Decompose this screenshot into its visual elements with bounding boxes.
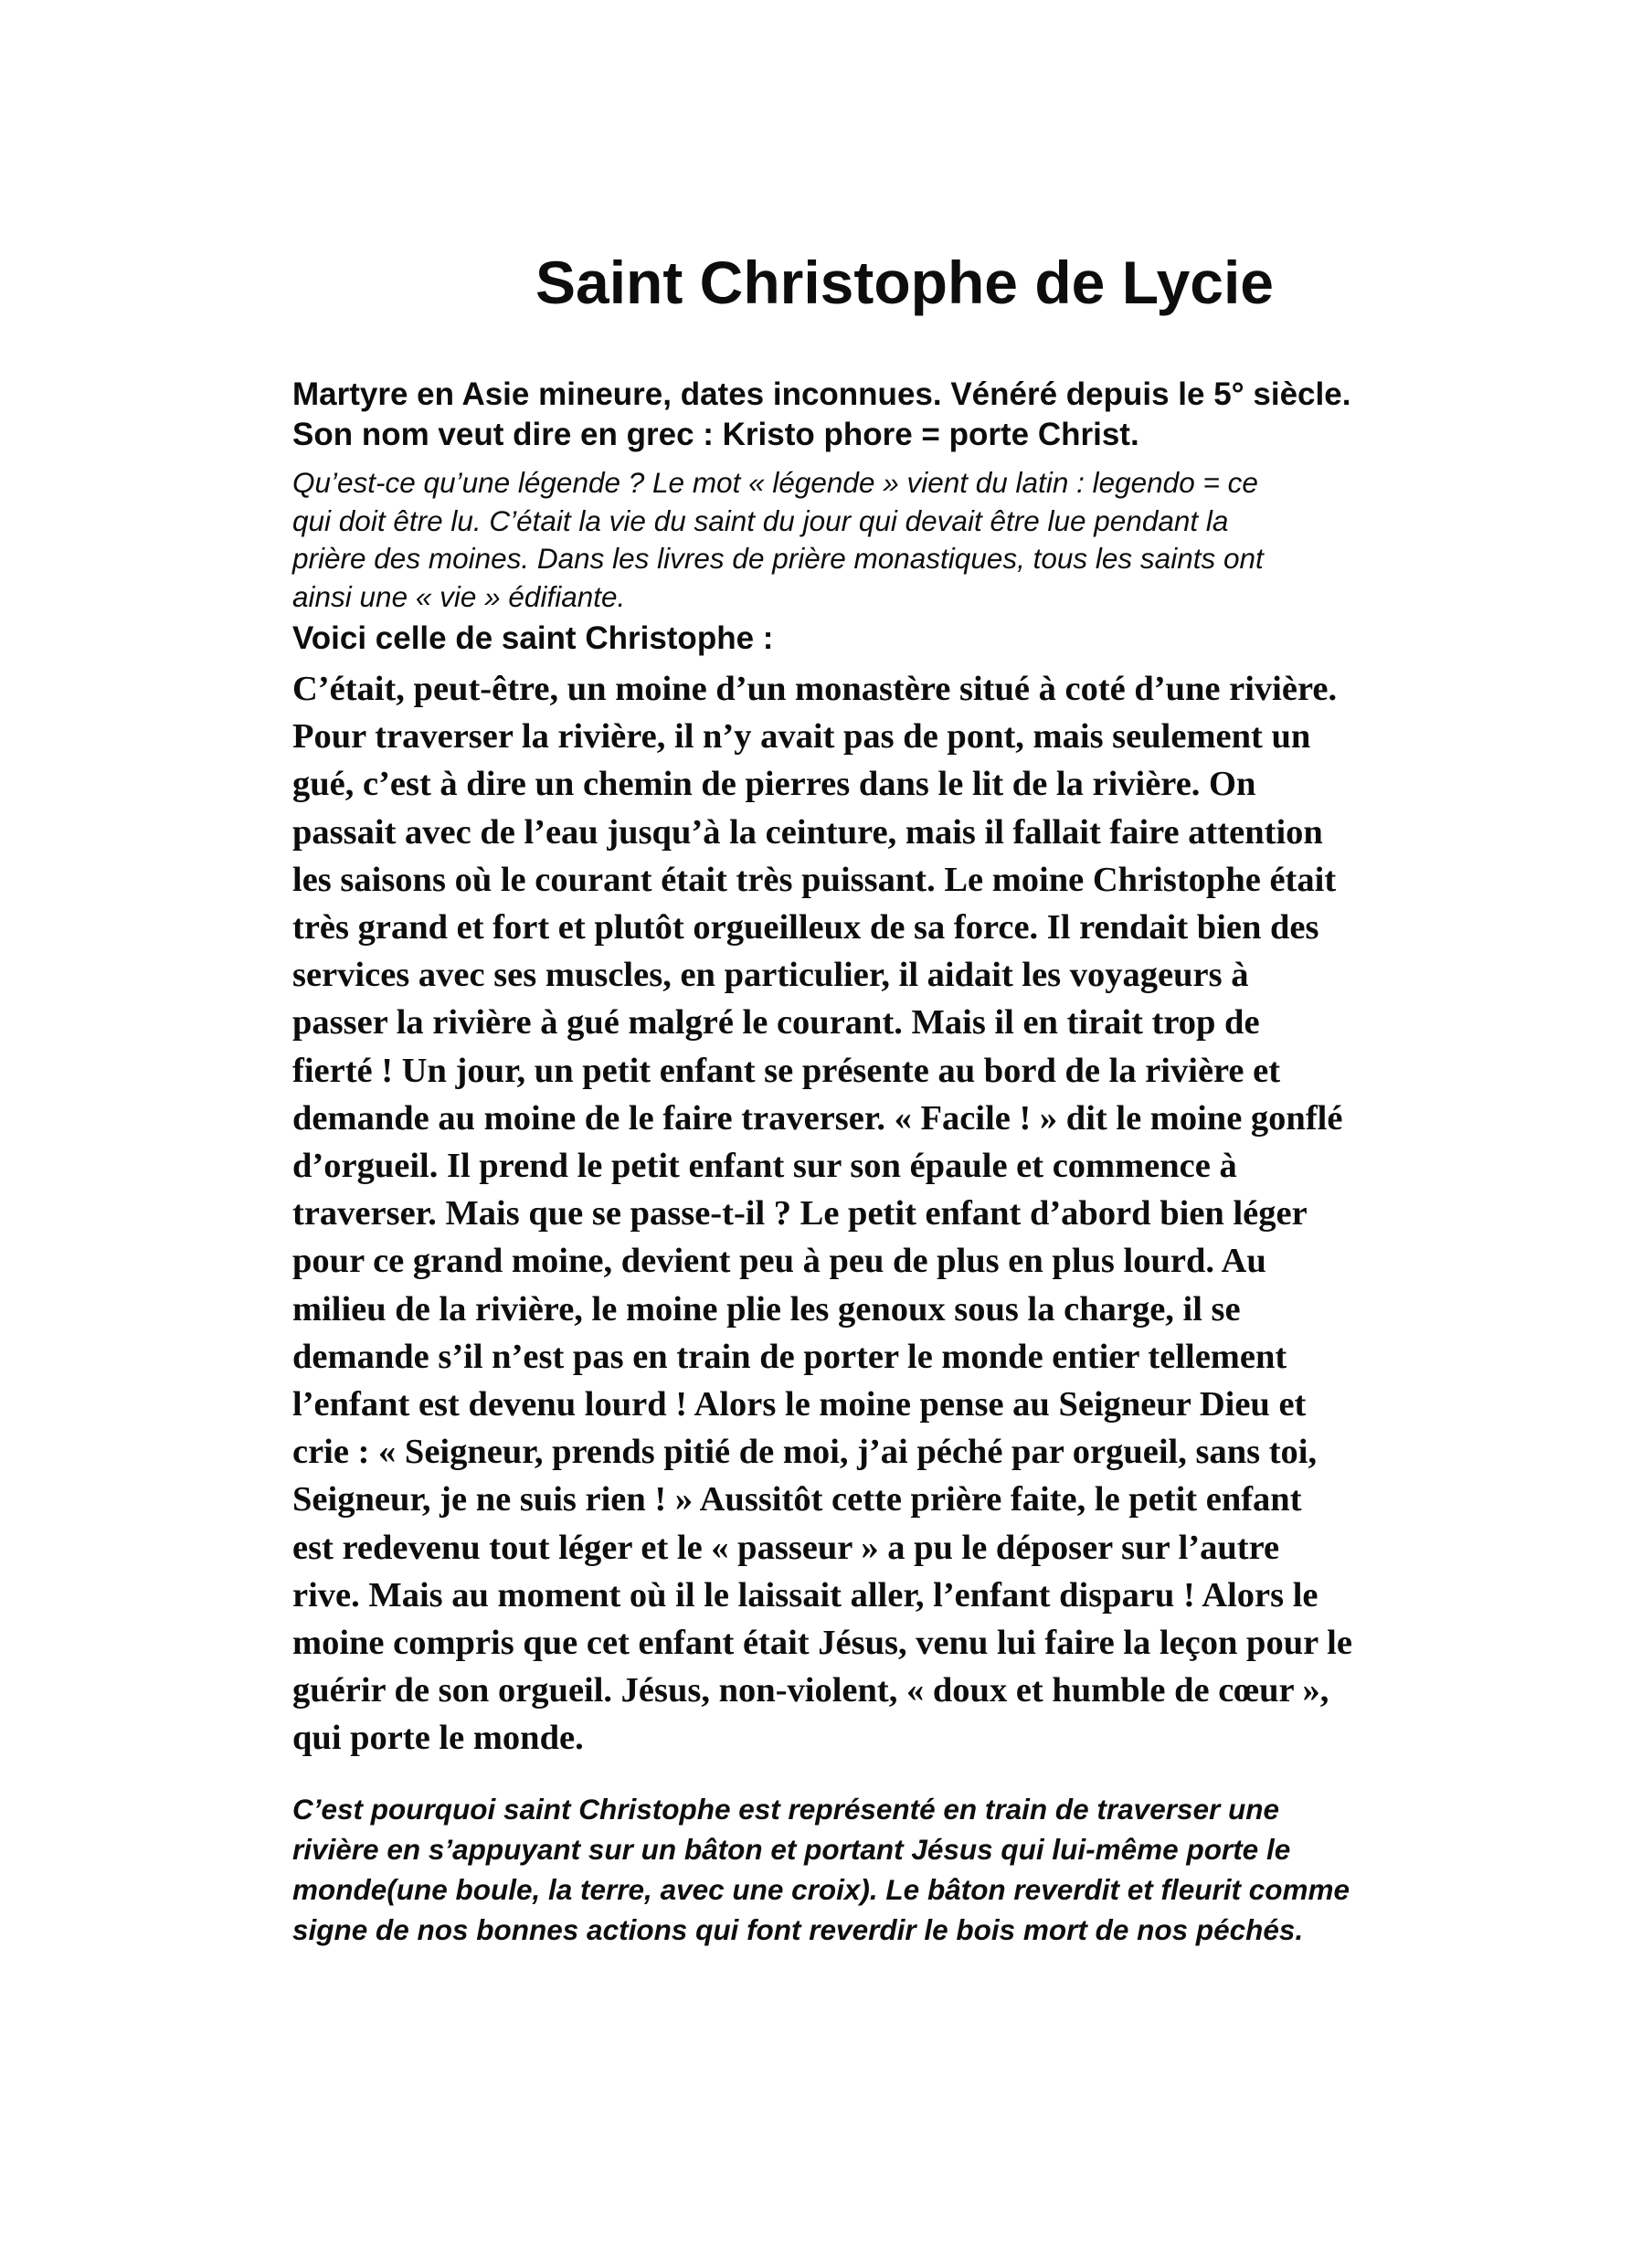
intro-line: Son nom veut dire en grec : Kristo phore = porte Christ. <box>292 417 1139 452</box>
story-line: demande au moine de le faire traverser. « Facile ! » dit le moine gonflé <box>292 1098 1343 1138</box>
legend-definition-paragraph <box>292 464 1535 616</box>
story-line: gué, c’est à dire un chemin de pierres dans le lit de la rivière. On <box>292 765 1256 804</box>
story-line: les saisons où le courant était très puissant. Le moine Christophe était <box>292 860 1337 899</box>
story-line: demande s’il n’est pas en train de porter le monde entier tellement <box>292 1337 1287 1376</box>
story-line: Pour traverser la rivière, il n’y avait pas de pont, mais seulement un <box>292 717 1311 757</box>
legend-line: Qu’est-ce qu’une légende ? Le mot « légende » vient du latin : legendo = ce <box>292 466 1258 499</box>
story-line: est redevenu tout léger et le « passeur » a pu le déposer sur l’autre <box>292 1528 1280 1567</box>
story-line: C’était, peut-être, un moine d’un monastère situé à coté d’une rivière. <box>292 670 1338 708</box>
story-line: l’enfant est devenu lourd ! Alors le moine pense au Seigneur Dieu et <box>292 1385 1307 1424</box>
legend-line: ainsi une « vie » édifiante. <box>292 579 626 613</box>
story-line: rive. Mais au moment où il le laissait aller, l’enfant disparu ! Alors le <box>292 1575 1318 1614</box>
story-line: services avec ses muscles, en particulier, il aidait les voyageurs à <box>292 956 1249 995</box>
story-line: pour ce grand moine, devient peu à peu de plus en plus lourd. Au <box>292 1242 1266 1281</box>
story-line: d’orgueil. Il prend le petit enfant sur son épaule et commence à <box>292 1147 1237 1186</box>
legend-line: prière des moines. Dans les livres de prière monastiques, tous les saints ont <box>292 542 1264 575</box>
story-line: fierté ! Un jour, un petit enfant se présente au bord de la rivière et <box>292 1051 1281 1090</box>
section-heading: Voici celle de saint Christophe : <box>292 620 774 656</box>
intro-paragraph <box>292 375 1535 455</box>
story-line: passer la rivière à gué malgré le courant. Mais il en tirait trop de <box>292 1003 1260 1043</box>
story-line: Seigneur, je ne suis rien ! » Aussitôt cette prière faite, le petit enfant <box>292 1480 1302 1519</box>
legend-line: qui doit être lu. C’était la vie du saint du jour qui devait être lue pendant la <box>292 503 1229 537</box>
closing-line: monde(une boule, la terre, avec une croix). Le bâton reverdit et fleurit comme <box>292 1873 1350 1906</box>
story-line: traverser. Mais que se passe-t-il ? Le petit enfant d’abord bien léger <box>292 1194 1308 1233</box>
closing-line: signe de nos bonnes actions qui font reverdir le bois mort de nos péchés. <box>292 1913 1304 1946</box>
story-line: moine compris que cet enfant était Jésus, venu lui faire la leçon pour le <box>292 1624 1352 1663</box>
story-line: milieu de la rivière, le moine plie les genoux sous la charge, il se <box>292 1289 1241 1329</box>
intro-line: Martyre en Asie mineure, dates inconnues. Vénéré depuis le 5° siècle. <box>292 376 1351 412</box>
story-line: très grand et fort et plutôt orgueilleux de sa force. Il rendait bien des <box>292 908 1319 948</box>
page-title: Saint Christophe de Lycie <box>535 249 1275 316</box>
story-line: guérir de son orgueil. Jésus, non-violent, « doux et humble de cœur », <box>292 1671 1329 1710</box>
story-line: crie : « Seigneur, prends pitié de moi, j’ai péché par orgueil, sans toi, <box>292 1433 1318 1472</box>
closing-paragraph <box>292 1789 1535 1950</box>
closing-line: C’est pourquoi saint Christophe est représenté en train de traverser une <box>292 1793 1280 1826</box>
story-line: qui porte le monde. <box>292 1719 584 1758</box>
story-paragraph <box>292 665 1553 1763</box>
story-line: passait avec de l’eau jusqu’à la ceinture, mais il fallait faire attention <box>292 812 1323 852</box>
closing-line: rivière en s’appuyant sur un bâton et portant Jésus qui lui-même porte le <box>292 1833 1291 1866</box>
